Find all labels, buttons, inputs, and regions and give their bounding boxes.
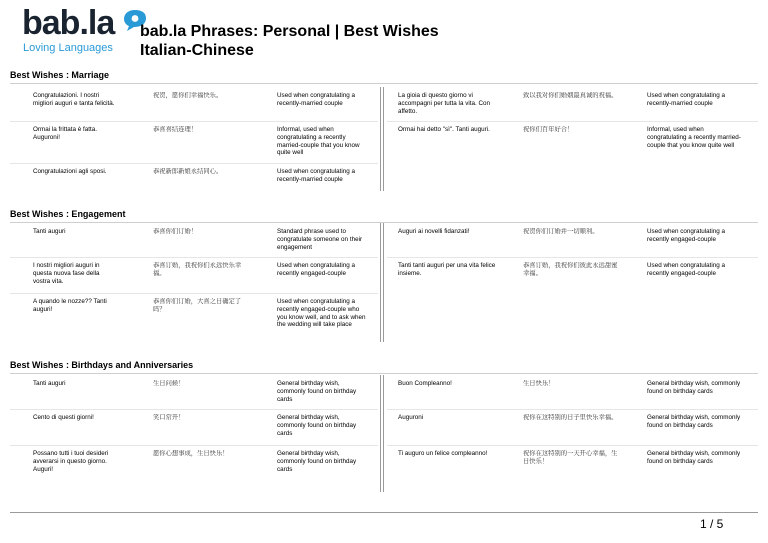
phrase-italian-cell: Auguri ai novelli fidanzati! xyxy=(398,228,470,235)
phrase-english-note-cell: Used when congratulating a recently-married couple xyxy=(277,92,356,107)
phrase-chinese-cell: 恭祝新郎新娘永结同心。 xyxy=(153,168,223,175)
phrase-italian-cell: Ormai la frittata è fatta. Auguroni! xyxy=(33,126,98,141)
phrase-italian-cell: Tanti tanti auguri per una vita felice insieme. xyxy=(398,262,496,277)
phrase-italian-cell: Auguroni xyxy=(398,414,424,421)
page-number: 1 / 5 xyxy=(700,517,724,531)
phrase-english-note-cell: General birthday wish, commonly found on birthday cards xyxy=(647,414,741,429)
phrase-chinese-cell: 恭喜订婚，我祝你们彼此永远甜蜜幸福。 xyxy=(523,262,618,277)
phrase-chinese-cell: 祝你在这特别的日子里快乐幸福。 xyxy=(523,414,618,421)
phrase-english-note-cell: Used when congratulating a recently engaged-couple xyxy=(277,262,356,277)
title-line-1: bab.la Phrases: Personal | Best Wishes xyxy=(140,23,439,40)
phrase-english-note-cell: Standard phrase used to congratulate someone on their engagement xyxy=(277,228,363,251)
phrase-italian-cell: La gioia di questo giorno vi accompagni per tutta la vita. Con affetto. xyxy=(398,92,491,115)
phrase-english-note-cell: Used when congratulating a recently engaged-couple xyxy=(647,262,726,277)
phrase-english-note-cell: Used when congratulating a recently-married couple xyxy=(647,92,726,107)
section-rule xyxy=(10,222,758,223)
phrase-italian-cell: Buon Compleanno! xyxy=(398,380,452,387)
column-divider xyxy=(383,87,384,191)
column-divider xyxy=(380,223,381,342)
phrase-english-note-cell: Used when congratulating a recently engaged-couple xyxy=(647,228,726,243)
row-divider xyxy=(10,445,378,446)
phrase-italian-cell: Tanti auguri xyxy=(33,380,66,387)
phrase-chinese-cell: 恭喜喜结连理！ xyxy=(153,126,198,133)
phrase-english-note-cell: General birthday wish, commonly found on birthday cards xyxy=(277,380,357,403)
phrase-italian-cell: Ormai hai detto "sì". Tanti auguri. xyxy=(398,126,490,133)
row-divider xyxy=(10,409,378,410)
section-rule xyxy=(10,83,758,84)
phrase-chinese-cell: 恭喜你们订婚！ xyxy=(153,228,198,235)
phrase-english-note-cell: Used when congratulating a recently-married couple xyxy=(277,168,356,183)
row-divider xyxy=(387,257,758,258)
phrase-chinese-cell: 愿你心想事成，生日快乐！ xyxy=(153,450,229,457)
phrase-chinese-cell: 笑口常开！ xyxy=(153,414,185,421)
section-title: Best Wishes : Birthdays and Anniversaries xyxy=(10,360,194,370)
phrase-italian-cell: Cento di questi giorni! xyxy=(33,414,94,421)
phrase-italian-cell: Tanti auguri xyxy=(33,228,66,235)
footer-divider xyxy=(10,512,758,513)
phrase-italian-cell: Ti auguro un felice compleanno! xyxy=(398,450,488,457)
phrase-chinese-cell: 祝你在这特别的一天开心幸福，生日快乐！ xyxy=(523,450,618,465)
row-divider xyxy=(10,257,378,258)
phrase-english-note-cell: Informal, used when congratulating a recently married-couple that you know quite well xyxy=(647,126,741,149)
row-divider xyxy=(387,121,758,122)
phrase-italian-cell: Possano tutti i tuoi desideri avverarsi in questo giorno. Auguri! xyxy=(33,450,109,473)
babla-logo[interactable] xyxy=(22,3,132,55)
phrase-english-note-cell: General birthday wish, commonly found on birthday cards xyxy=(277,450,357,473)
phrase-italian-cell: A quando le nozze?? Tanti auguri! xyxy=(33,298,107,313)
phrase-chinese-cell: 祝你们百年好合！ xyxy=(523,126,574,133)
phrase-chinese-cell: 祝贺，愿你们幸福快乐。 xyxy=(153,92,223,99)
phrase-english-note-cell: General birthday wish, commonly found on birthday cards xyxy=(647,450,741,465)
row-divider xyxy=(10,121,378,122)
section-title: Best Wishes : Marriage xyxy=(10,70,109,80)
phrase-chinese-cell: 生日问候！ xyxy=(153,380,185,387)
document-title xyxy=(140,22,439,60)
phrase-chinese-cell: 生日快乐！ xyxy=(523,380,555,387)
title-line-2: Italian-Chinese xyxy=(140,42,254,59)
row-divider xyxy=(387,445,758,446)
column-divider xyxy=(380,375,381,492)
page-header xyxy=(0,0,768,62)
phrase-chinese-cell: 恭喜你们订婚，大喜之日确定了吗？ xyxy=(153,298,242,313)
logo-tagline: Loving Languages xyxy=(23,42,113,54)
phrase-italian-cell: Congratulazioni agli sposi. xyxy=(33,168,107,175)
phrase-chinese-cell: 致以我对你们婚姻最真诚的祝福。 xyxy=(523,92,618,99)
phrase-chinese-cell: 祝贺你们订婚并一切顺利。 xyxy=(523,228,599,235)
column-divider xyxy=(380,87,381,191)
column-divider xyxy=(383,375,384,492)
row-divider xyxy=(10,293,378,294)
phrase-italian-cell: I nostri migliori auguri in questa nuova fase della vostra vita. xyxy=(33,262,100,285)
row-divider xyxy=(387,409,758,410)
section-rule xyxy=(10,373,758,374)
row-divider xyxy=(10,163,378,164)
phrase-english-note-cell: General birthday wish, commonly found on birthday cards xyxy=(277,414,357,437)
logo-wordmark: bab.la xyxy=(22,4,115,42)
phrase-chinese-cell: 恭喜订婚，我祝你们永远快乐幸福。 xyxy=(153,262,242,277)
phrase-italian-cell: Congratulazioni. I nostri migliori auguri e tanta felicità. xyxy=(33,92,115,107)
column-divider xyxy=(383,223,384,342)
phrase-english-note-cell: Used when congratulating a recently engaged-couple who you know well, and to ask when the wedding will take place xyxy=(277,298,366,329)
section-title: Best Wishes : Engagement xyxy=(10,209,126,219)
phrase-english-note-cell: Informal, used when congratulating a recently married-couple that you know quite well xyxy=(277,126,360,157)
phrase-english-note-cell: General birthday wish, commonly found on birthday cards xyxy=(647,380,741,395)
